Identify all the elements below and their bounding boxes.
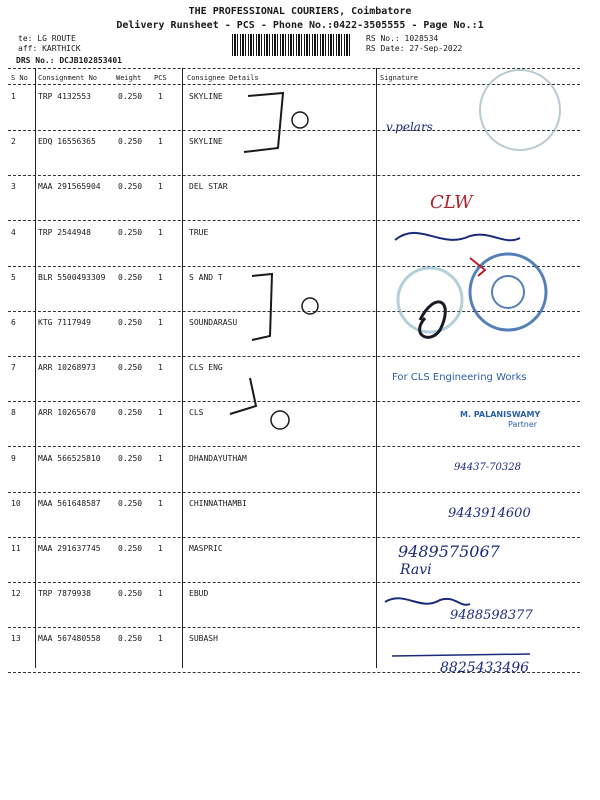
cell-details: TRUE — [189, 227, 209, 237]
cell-weight: 0.250 — [118, 227, 143, 237]
cell-sno: 2 — [11, 137, 16, 147]
name-note-row11: Ravi — [400, 562, 432, 578]
col-pcs-header: PCS — [154, 74, 167, 82]
cell-consignment: ARR 10268973 — [38, 363, 96, 373]
cell-pcs: 1 — [158, 408, 163, 418]
cell-sno: 5 — [11, 272, 16, 282]
cell-details: CHINNATHAMBI — [189, 498, 247, 508]
cell-details: DEL STAR — [189, 182, 228, 192]
cell-pcs: 1 — [158, 634, 163, 644]
cell-details: MASPRIC — [189, 544, 223, 553]
phone-note-row13: 8825433496 — [440, 660, 530, 676]
cell-sno: 3 — [11, 182, 16, 192]
clw-note: CLW — [430, 192, 473, 213]
cell-weight: 0.250 — [118, 92, 143, 101]
cell-details: SKYLINE — [189, 92, 223, 101]
cell-consignment: MAA 291565904 — [38, 182, 101, 192]
cell-sno: 1 — [11, 92, 16, 101]
phone-note-row11: 9489575067 — [398, 542, 500, 561]
col-sno-header: S No — [11, 74, 28, 82]
cell-pcs: 1 — [158, 589, 163, 599]
cell-pcs: 1 — [158, 453, 163, 463]
cell-sno: 10 — [11, 498, 21, 508]
cell-details: SUBASH — [189, 634, 218, 644]
rs-date: RS Date: 27-Sep-2022 — [366, 44, 463, 53]
cell-weight: 0.250 — [118, 408, 143, 418]
cell-consignment: MAA 291637745 — [38, 544, 101, 553]
cell-consignment: ARR 10265670 — [38, 408, 96, 418]
cell-pcs: 1 — [158, 318, 163, 327]
cell-consignment: MAA 567480558 — [38, 634, 101, 644]
cell-pcs: 1 — [158, 137, 163, 147]
cell-details: SKYLINE — [189, 137, 223, 147]
cell-pcs: 1 — [158, 498, 163, 508]
cell-pcs: 1 — [158, 363, 163, 373]
col-weight-header: Weight — [116, 74, 142, 82]
cell-sno: 8 — [11, 408, 16, 418]
cell-weight: 0.250 — [118, 453, 143, 463]
cell-sno: 9 — [11, 453, 16, 463]
cell-weight: 0.250 — [118, 182, 143, 192]
cell-consignment: TRP 2544948 — [38, 227, 91, 237]
cell-sno: 6 — [11, 318, 16, 327]
phone-note-row10: 9443914600 — [448, 506, 531, 521]
cell-sno: 4 — [11, 227, 16, 237]
route-label: te: LG ROUTE — [18, 34, 76, 43]
cell-pcs: 1 — [158, 92, 163, 101]
cell-pcs: 1 — [158, 227, 163, 237]
cell-consignment: TRP 7879938 — [38, 589, 91, 599]
cell-details: DHANDAYUTHAM — [189, 453, 247, 463]
cell-details: SOUNDARASU — [189, 318, 238, 327]
cell-sno: 11 — [11, 544, 21, 553]
signature-row2: v.pelars — [386, 120, 433, 134]
doc-subtitle: Delivery Runsheet - PCS - Phone No.:0422-3505555 - Page No.:1 — [116, 20, 484, 31]
cell-pcs: 1 — [158, 182, 163, 192]
company-stamp: For CLS Engineering Works — [392, 372, 527, 383]
cell-sno: 13 — [11, 634, 21, 644]
doc-title: THE PROFESSIONAL COURIERS, Coimbatore — [188, 6, 412, 17]
stamp-title: Partner — [508, 420, 538, 429]
cell-details: CLS ENG — [189, 363, 223, 373]
staff-label: aff: KARTHICK — [18, 44, 81, 53]
cell-consignment: KTG 7117949 — [38, 318, 91, 327]
phone-note-row9: 94437-70328 — [454, 462, 522, 473]
cell-weight: 0.250 — [118, 634, 143, 644]
cell-details: S AND T — [189, 272, 223, 282]
cell-weight: 0.250 — [118, 318, 143, 327]
phone-note-row12: 9488598377 — [450, 608, 533, 623]
cell-pcs: 1 — [158, 544, 163, 553]
rs-number: RS No.: 1028534 — [366, 34, 439, 43]
cell-sno: 7 — [11, 363, 16, 373]
col-details-header: Consignee Details — [187, 74, 259, 82]
cell-details: CLS — [189, 408, 204, 418]
cell-consignment: BLR 5500493309 — [38, 272, 106, 282]
stamp-name: M. PALANISWAMY — [460, 410, 541, 419]
cell-consignment: TRP 4132553 — [38, 92, 91, 101]
cell-weight: 0.250 — [118, 498, 143, 508]
cell-weight: 0.250 — [118, 137, 143, 147]
col-signature-header: Signature — [380, 74, 418, 82]
cell-consignment: MAA 566525810 — [38, 453, 101, 463]
cell-details: EBUD — [189, 589, 209, 599]
cell-weight: 0.250 — [118, 589, 143, 599]
cell-consignment: MAA 561648587 — [38, 498, 101, 508]
cell-sno: 12 — [11, 589, 21, 599]
cell-consignment: EDQ 16556365 — [38, 137, 96, 147]
cell-weight: 0.250 — [118, 272, 143, 282]
col-consignment-header: Consignment No — [38, 74, 98, 82]
drs-number: DRS No.: DCJB102853401 — [16, 56, 122, 65]
cell-pcs: 1 — [158, 272, 163, 282]
cell-weight: 0.250 — [118, 363, 143, 373]
cell-weight: 0.250 — [118, 544, 143, 553]
